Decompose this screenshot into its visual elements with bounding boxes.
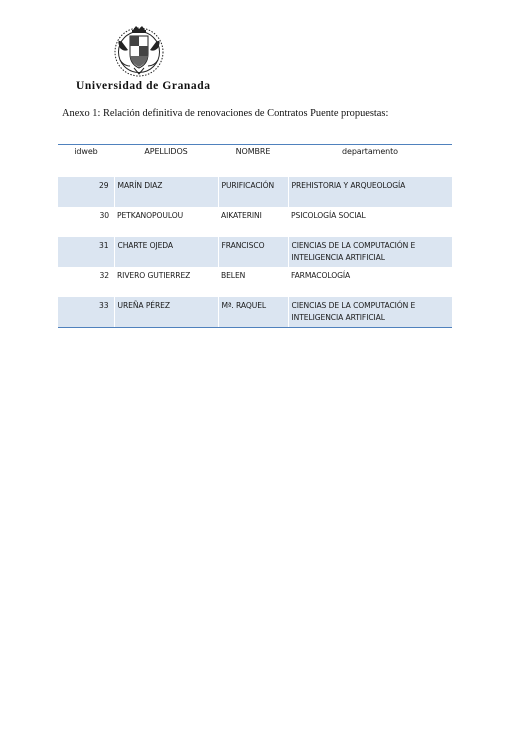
annex-title: Anexo 1: Relación definitiva de renovaciones de Contratos Puente propuestas: [62, 108, 389, 119]
university-name: Universidad de Granada [76, 80, 211, 92]
cell-apellidos: PETKANOPOULOU [117, 211, 184, 220]
cell-departamento: PREHISTORIA Y ARQUEOLOGÍA [288, 177, 452, 207]
table-row [58, 207, 452, 237]
table-row [58, 177, 452, 207]
cell-departamento: CIENCIAS DE LA COMPUTACIÓN E INTELIGENCIA ARTIFICIAL [288, 297, 452, 327]
cell-departamento: CIENCIAS DE LA COMPUTACIÓN E INTELIGENCIA ARTIFICIAL [288, 237, 452, 267]
table-row [58, 297, 452, 327]
cell-nombre: AIKATERINI [221, 211, 262, 220]
cell-departamento: PSICOLOGÍA SOCIAL [291, 211, 366, 220]
cell-apellidos: MARÍN DIAZ [114, 177, 218, 207]
cell-nombre: PURIFICACIÓN [218, 177, 288, 207]
cell-idweb: 30 [99, 211, 109, 220]
cell-idweb: 32 [99, 271, 109, 280]
cell-apellidos: RIVERO GUTIERREZ [117, 271, 191, 280]
cell-apellidos: CHARTE OJEDA [114, 237, 218, 267]
cell-nombre: BELEN [221, 271, 246, 280]
cell-nombre: Mª. RAQUEL [218, 297, 288, 327]
contracts-table [58, 144, 452, 328]
cell-apellidos: UREÑA PÉREZ [114, 297, 218, 327]
table-row [58, 267, 452, 297]
cell-nombre: FRANCISCO [218, 237, 288, 267]
table-header-row [58, 145, 452, 162]
university-coat-of-arms-icon [110, 22, 168, 78]
column-header-departamento: departamento [288, 145, 452, 162]
column-header-nombre: NOMBRE [218, 145, 288, 162]
column-header-idweb: idweb [58, 145, 114, 162]
table-row [58, 237, 452, 267]
cell-idweb: 29 [58, 177, 114, 207]
cell-departamento: FARMACOLOGÍA [291, 271, 351, 280]
cell-idweb: 31 [58, 237, 114, 267]
cell-idweb: 33 [58, 297, 114, 327]
column-header-apellidos: APELLIDOS [114, 145, 218, 162]
